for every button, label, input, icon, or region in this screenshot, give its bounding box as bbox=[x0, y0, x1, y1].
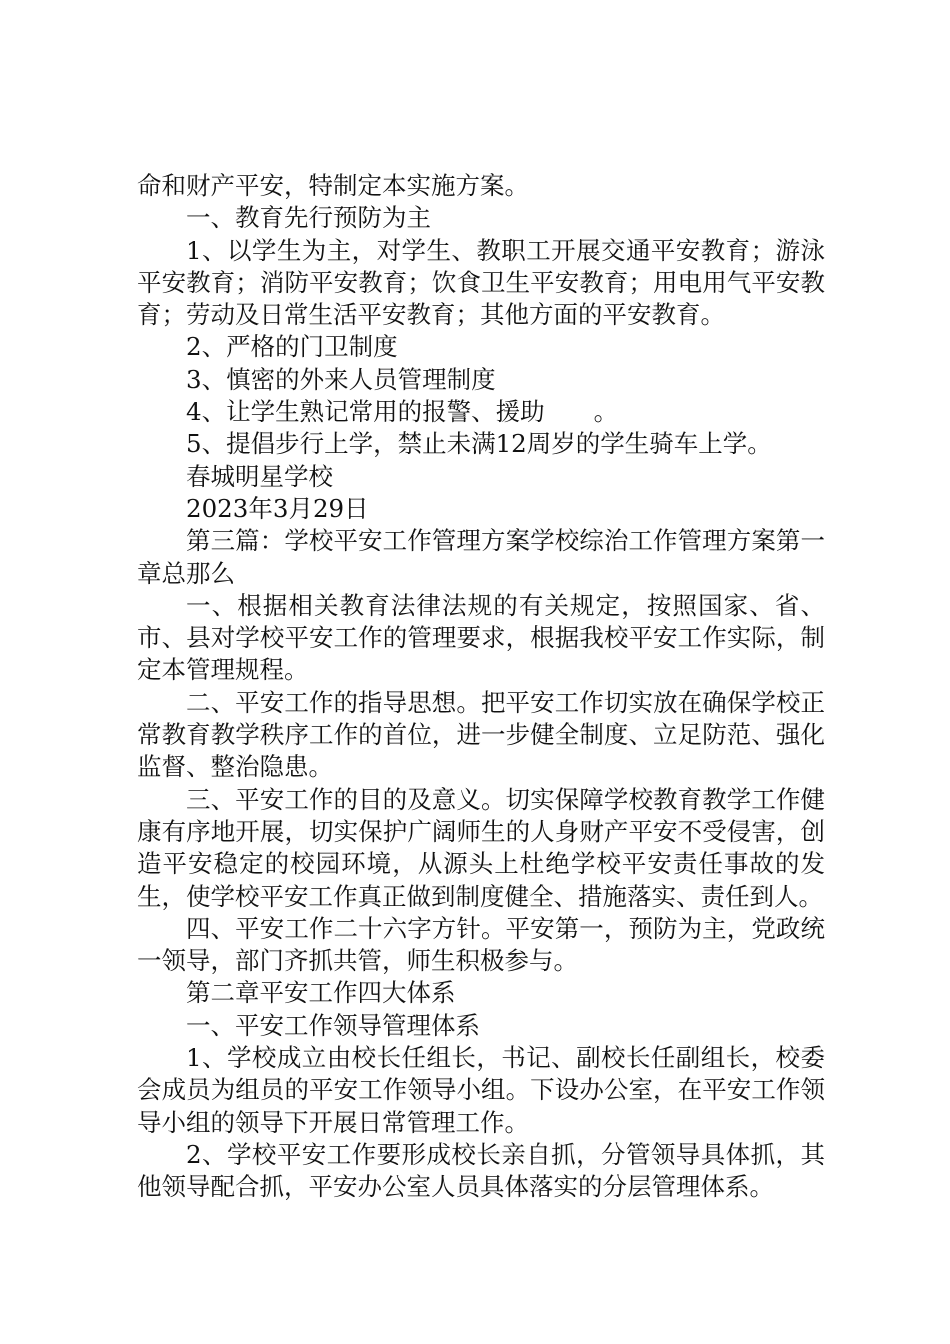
signature-school: 春城明星学校 bbox=[186, 461, 333, 491]
section-heading-leadership: 一、平安工作领导管理体系 bbox=[186, 1010, 480, 1040]
paragraph-item-2: 2、严格的门卫制度 bbox=[186, 332, 398, 362]
paragraph-intro-tail: 命和财产平安，特制定本实施方案。 bbox=[137, 171, 529, 200]
signature-date: 2023年3月29日 bbox=[186, 493, 369, 523]
paragraph-item-1: 1、以学生为主，对学生、教职工开展交通平安教育；游泳平安教育；消防平安教育；饮食卫生平安教育；用电用气平安教育；劳动及日常生活平安教育；其他方面的平安教育。 bbox=[137, 235, 825, 330]
paragraph-guiding-thought: 二、平安工作的指导思想。把平安工作切实放在确保学校正常教育教学秩序工作的首位，进一步健全制度、立足防范、强化监督、整治隐患。 bbox=[137, 687, 825, 782]
paragraph-item-4: 4、让学生熟记常用的报警、援助 。 bbox=[186, 397, 619, 427]
paragraph-policy: 四、平安工作二十六字方针。平安第一，预防为主，党政统一领导，部门齐抓共管，师生积极参与。 bbox=[137, 913, 825, 976]
paragraph-leadership-1: 1、学校成立由校长任组长，书记、副校长任副组长，校委会成员为组员的平安工作领导小组。下设办公室，在平安工作领导小组的领导下开展日常管理工作。 bbox=[137, 1043, 825, 1137]
paragraph-leadership-2: 2、学校平安工作要形成校长亲自抓，分管领导具体抓，其他领导配合抓，平安办公室人员具体落实的分层管理体系。 bbox=[137, 1139, 825, 1202]
article-title: 第三篇：学校平安工作管理方案学校综治工作管理方案第一章总那么 bbox=[137, 526, 825, 588]
paragraph-item-5: 5、提倡步行上学，禁止未满12周岁的学生骑车上学。 bbox=[186, 429, 772, 459]
paragraph-item-3: 3、慎密的外来人员管理制度 bbox=[186, 364, 496, 394]
document-body bbox=[137, 170, 825, 1204]
section-heading-education: 一、教育先行预防为主 bbox=[186, 203, 431, 233]
paragraph-basis: 一、根据相关教育法律法规的有关规定，按照国家、省、市、县对学校平安工作的管理要求，根据我校平安工作实际，制定本管理规程。 bbox=[137, 590, 825, 685]
paragraph-purpose: 三、平安工作的目的及意义。切实保障学校教育教学工作健康有序地开展，切实保护广阔师生的人身财产平安不受侵害，创造平安稳定的校园环境，从源头上杜绝学校平安责任事故的发生，使学校平安工作真正做到制度健全、措施落实、责任到人。 bbox=[137, 784, 825, 911]
chapter-heading-2: 第二章平安工作四大体系 bbox=[186, 978, 456, 1008]
